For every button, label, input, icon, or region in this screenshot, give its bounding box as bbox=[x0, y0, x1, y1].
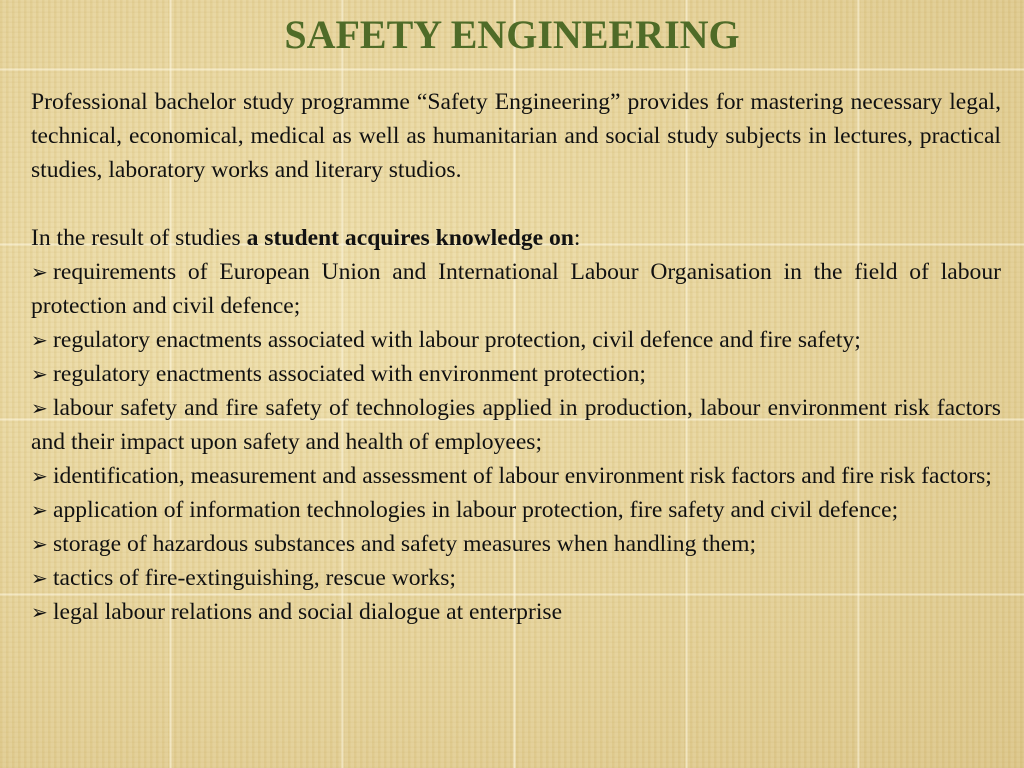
list-item bbox=[31, 323, 1001, 357]
list-item-text: identification, measurement and assessment of labour environment risk factors and fire risk factors; bbox=[53, 463, 992, 489]
list-item bbox=[31, 357, 1001, 391]
arrowhead-bullet-icon: ➢ bbox=[31, 362, 48, 386]
arrowhead-bullet-icon: ➢ bbox=[31, 464, 48, 488]
list-item-text: legal labour relations and social dialogue at enterprise bbox=[53, 599, 563, 625]
list-item-text: application of information technologies in labour protection, fire safety and civil defence; bbox=[53, 497, 899, 523]
paragraph-spacer bbox=[31, 187, 1001, 221]
knowledge-list bbox=[31, 255, 1001, 629]
arrowhead-bullet-icon: ➢ bbox=[31, 260, 48, 284]
slide-body bbox=[31, 85, 1001, 629]
lead-bold: a student acquires knowledge on bbox=[246, 225, 574, 251]
arrowhead-bullet-icon: ➢ bbox=[31, 328, 48, 352]
lead-line bbox=[31, 221, 1001, 255]
list-item bbox=[31, 527, 1001, 561]
arrowhead-bullet-icon: ➢ bbox=[31, 532, 48, 556]
list-item bbox=[31, 493, 1001, 527]
arrowhead-bullet-icon: ➢ bbox=[31, 498, 48, 522]
lead-prefix: In the result of studies bbox=[31, 225, 247, 251]
list-item bbox=[31, 255, 1001, 323]
list-item-text: labour safety and fire safety of technologies applied in production, labour environment risk factors and their impact upon safety and health of employees; bbox=[31, 395, 1001, 455]
lead-suffix: : bbox=[573, 225, 581, 251]
list-item-text: tactics of fire-extinguishing, rescue works; bbox=[53, 565, 456, 591]
list-item bbox=[31, 391, 1001, 459]
intro-paragraph: Professional bachelor study programme “Safety Engineering” provides for mastering necessary legal, technical, economical, medical as well as humanitarian and social study subjects in lectures, practical studies, laboratory works and literary studios. bbox=[31, 89, 1001, 183]
arrowhead-bullet-icon: ➢ bbox=[31, 396, 48, 420]
slide-title: SAFETY ENGINEERING bbox=[284, 12, 740, 57]
list-item-text: regulatory enactments associated with labour protection, civil defence and fire safety; bbox=[53, 327, 861, 353]
list-item-text: regulatory enactments associated with environment protection; bbox=[53, 361, 646, 387]
list-item bbox=[31, 595, 1001, 629]
arrowhead-bullet-icon: ➢ bbox=[31, 566, 48, 590]
list-item bbox=[31, 459, 1001, 493]
list-item-text: storage of hazardous substances and safety measures when handling them; bbox=[53, 531, 757, 557]
arrowhead-bullet-icon: ➢ bbox=[31, 600, 48, 624]
list-item-text: requirements of European Union and International Labour Organisation in the field of labour protection and civil defence; bbox=[31, 259, 1001, 319]
list-item bbox=[31, 561, 1001, 595]
